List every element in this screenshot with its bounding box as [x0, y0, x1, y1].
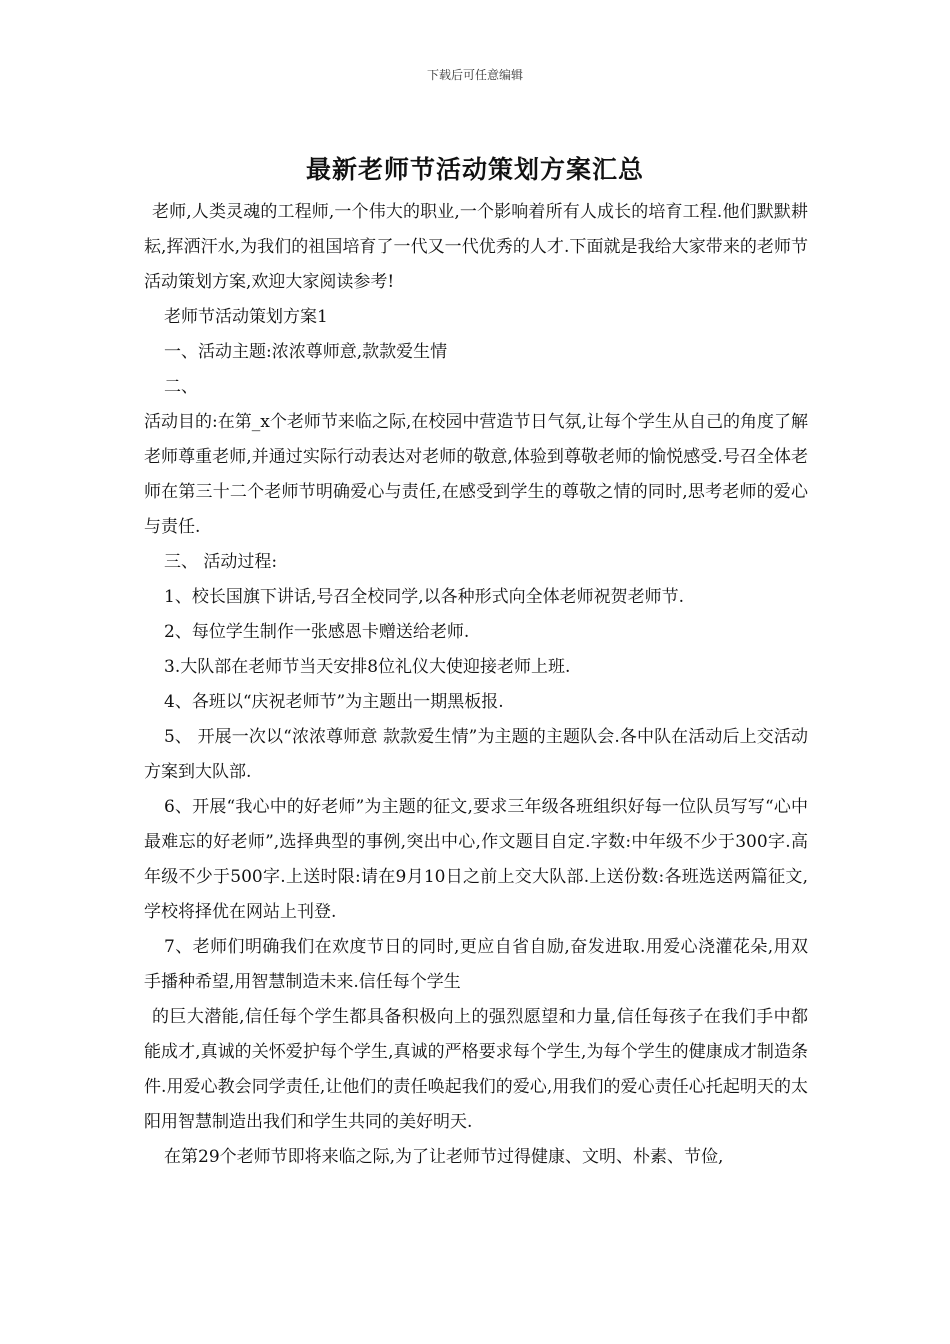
document-title: 最新老师节活动策划方案汇总: [305, 155, 644, 184]
section-theme: 一、活动主题:浓浓尊师意,款款爱生情: [164, 342, 448, 362]
list-item-5: 5、 开展一次以“浓浓尊师意 款款爱生情”为主题的主题队会.各中队在活动后上交活动方案到大队部.: [144, 727, 808, 782]
list-item-2: 2、每位学生制作一张感恩卡赠送给老师.: [164, 622, 470, 642]
continuation-paragraph: 的巨大潜能,信任每个学生都具备积极向上的强烈愿望和力量,信任每孩子在我们手中都能成才,真诚的关怀爱护每个学生,真诚的严格要求每个学生,为每个学生的健康成才制造条件.用爱心教会同学责任,让他们的责任唤起我们的爱心,用我们的爱心责任心托起明天的太阳用智慧制造出我们和学生共同的美好明天.: [144, 1007, 808, 1132]
list-item-3: 3.大队部在老师节当天安排8位礼仪大使迎接老师上班.: [164, 657, 571, 677]
section-purpose: 活动目的:在第_x个老师节来临之际,在校园中营造节日气氛,让每个学生从自己的角度了解老师尊重老师,并通过实际行动表达对老师的敬意,体验到尊敬老师的愉悦感受.号召全体老师在第三十二个老师节明确爱心与责任,在感受到学生的尊敬之情的同时,思考老师的爱心与责任.: [144, 412, 808, 537]
header-note: 下载后可任意编辑: [426, 68, 523, 82]
list-item-4: 4、各班以“庆祝老师节”为主题出一期黑板报.: [164, 692, 504, 712]
closing-paragraph: 在第29个老师节即将来临之际,为了让老师节过得健康、文明、朴素、节俭,: [164, 1147, 724, 1167]
plan-heading: 老师节活动策划方案1: [164, 307, 328, 327]
section-two-label: 二、: [164, 377, 198, 397]
section-process: 三、 活动过程:: [164, 552, 278, 572]
list-item-1: 1、校长国旗下讲话,号召全校同学,以各种形式向全体老师祝贺老师节.: [164, 587, 685, 607]
list-item-7: 7、老师们明确我们在欢度节日的同时,更应自省自励,奋发进取.用爱心浇灌花朵,用双手播种希望,用智慧制造未来.信任每个学生: [144, 937, 808, 992]
intro-paragraph: 老师,人类灵魂的工程师,一个伟大的职业,一个影响着所有人成长的培育工程.他们默默耕耘,挥洒汗水,为我们的祖国培育了一代又一代优秀的人才.下面就是我给大家带来的老师节活动策划方案,欢迎大家阅读参考!: [144, 202, 808, 292]
document-body: [144, 195, 808, 1175]
list-item-6: 6、开展“我心中的好老师”为主题的征文,要求三年级各班组织好每一位队员写写“心中最难忘的好老师”,选择典型的事例,突出中心,作文题目自定.字数:中年级不少于300字.高年级不少于500字.上送时限:请在9月10日之前上交大队部.上送份数:各班选送两篇征文,学校将择优在网站上刊登.: [144, 797, 808, 922]
